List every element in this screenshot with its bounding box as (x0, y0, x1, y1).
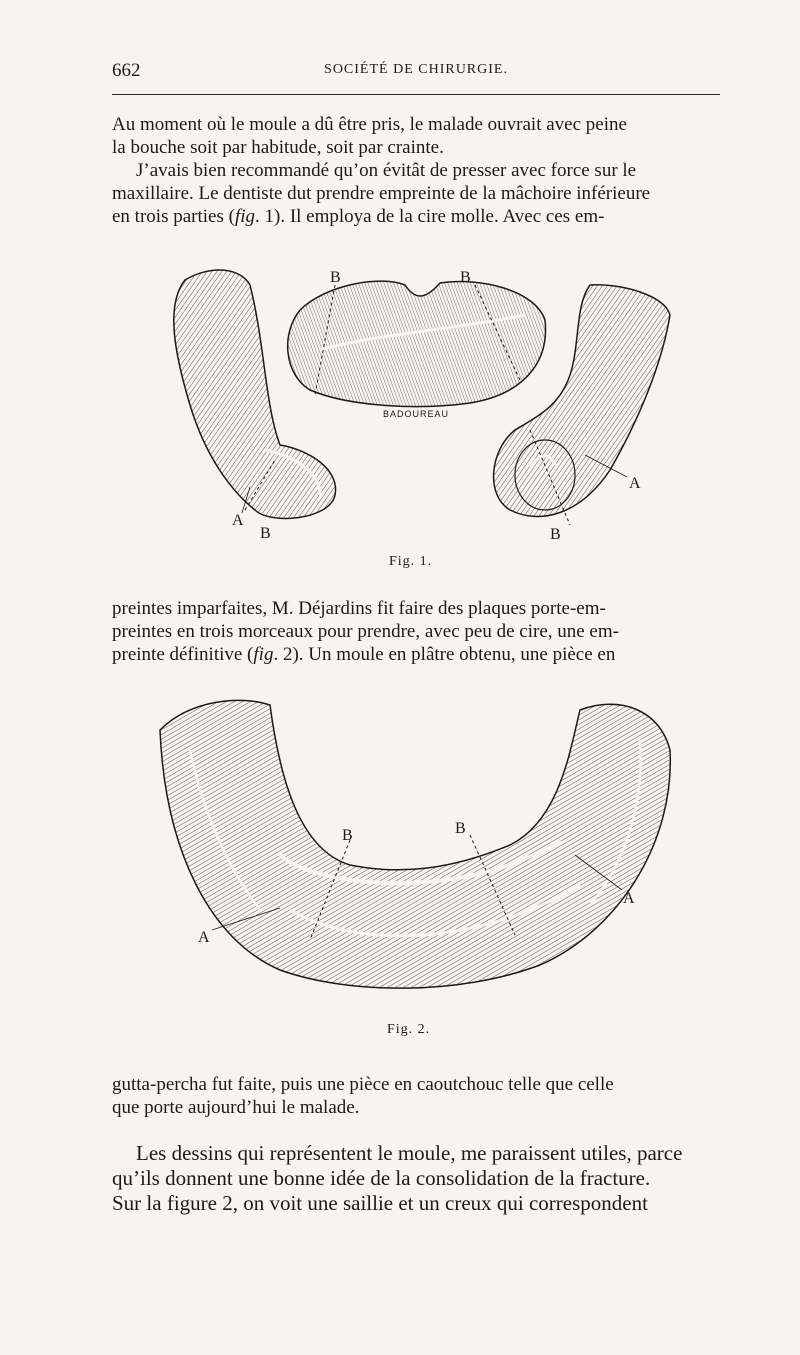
page-number: 662 (112, 60, 141, 81)
figure-2-caption: Fig. 2. (387, 1022, 431, 1037)
header-rule (112, 94, 720, 95)
text-line: preinte définitive ( (112, 644, 254, 665)
figure-1-caption: Fig. 1. (389, 554, 433, 569)
text-line: . 2). Un moule en plâtre obtenu, une pièce en (273, 644, 616, 665)
text-line: que porte aujourd’hui le malade. (112, 1097, 360, 1118)
text-line: Au moment où le moule a dû être pris, le malade ouvrait avec peine (112, 114, 627, 135)
paragraph-5 (112, 1141, 720, 1216)
label-b: B (342, 827, 353, 844)
paragraph-4 (112, 1073, 720, 1119)
label-b: B (460, 269, 471, 286)
full-jaw-mold (160, 700, 670, 988)
text-line: en trois parties ( (112, 206, 235, 227)
figure-2-illustration (150, 690, 680, 1010)
text-line: preintes imparfaites, M. Déjardins fit faire des plaques porte-em- (112, 598, 606, 619)
paragraph-2 (112, 159, 720, 228)
engraver-signature: BADOUREAU (383, 409, 450, 419)
label-a: A (623, 890, 635, 907)
text-line: preintes en trois morceaux pour prendre, avec peu de cire, une em- (112, 621, 619, 642)
text-line: maxillaire. Le dentiste dut prendre empreinte de la mâchoire inférieure (112, 183, 651, 204)
label-b: B (260, 525, 271, 542)
fig-reference: fig (253, 644, 274, 665)
label-b: B (330, 269, 341, 286)
label-b: B (455, 820, 466, 837)
label-b: B (550, 526, 561, 543)
text-line: Sur la figure 2, on voit une saillie et un creux qui correspondent (112, 1191, 648, 1215)
text-line: . 1). Il employa de la cire molle. Avec ces em- (255, 206, 605, 227)
paragraph-1 (112, 113, 720, 159)
text-line: qu’ils donnent une bonne idée de la consolidation de la fracture. (112, 1166, 651, 1190)
label-a: A (629, 475, 641, 492)
label-a: A (232, 512, 244, 529)
figure-1-illustration (150, 255, 690, 555)
running-title: SOCIÉTÉ DE CHIRURGIE. (324, 62, 508, 77)
text-line: Les dessins qui représentent le moule, me paraissent utiles, parce (136, 1141, 683, 1165)
text-line: gutta-percha fut faite, puis une pièce en caoutchouc telle que celle (112, 1074, 614, 1095)
center-mold-piece (288, 281, 546, 406)
fig-reference: fig (234, 206, 255, 227)
label-a: A (198, 929, 210, 946)
text-line: J’avais bien recommandé qu’on évitât de presser avec force sur le (136, 160, 637, 181)
page-header (112, 60, 720, 84)
text-line: la bouche soit par habitude, soit par crainte. (112, 137, 444, 158)
paragraph-3 (112, 597, 720, 666)
